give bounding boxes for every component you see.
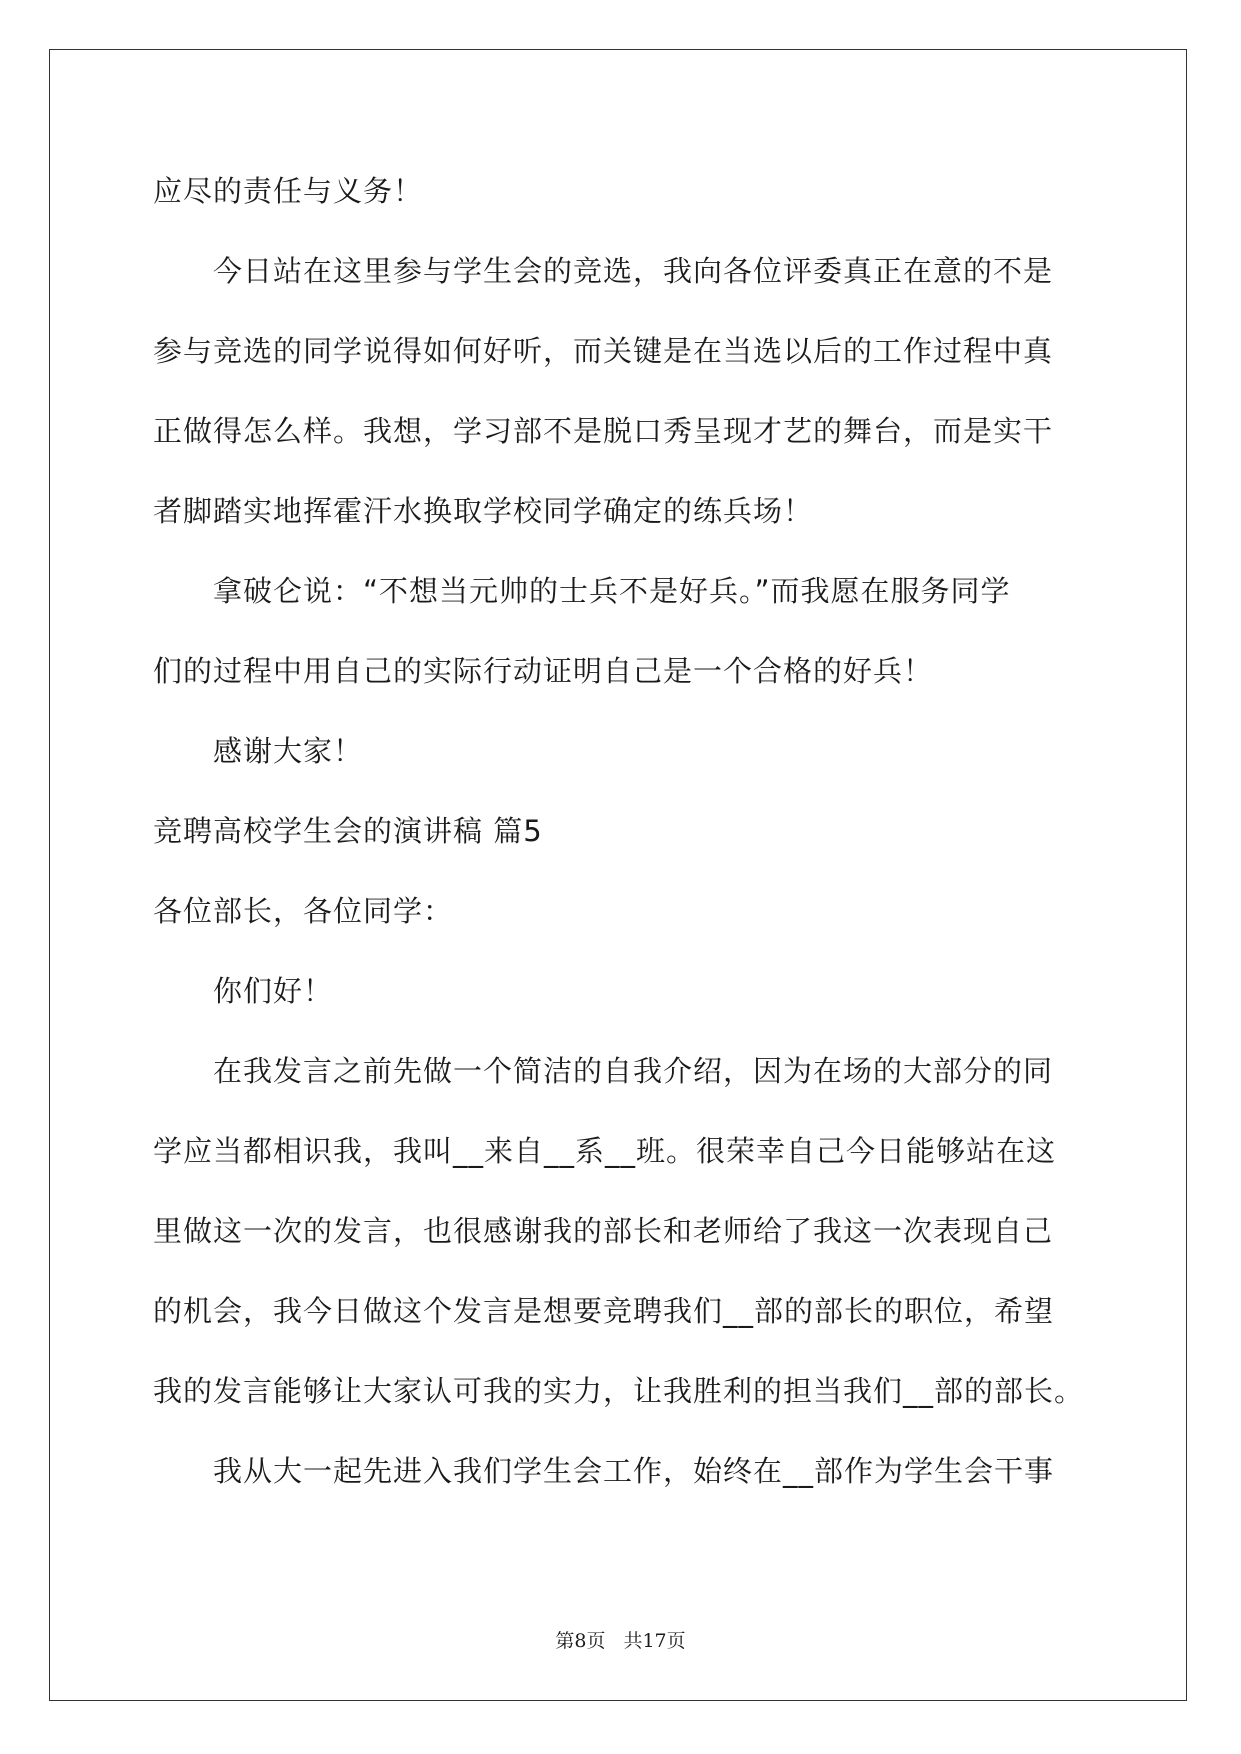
salutation-line: 各位部长，各位同学： [153, 894, 454, 928]
paragraph-start-line: 感谢大家！ [213, 734, 364, 768]
text-line: 的机会，我今日做这个发言是想要竞聘我们__部的部长的职位，希望 [153, 1294, 1055, 1328]
section-heading: 竞聘高校学生会的演讲稿 篇5 [153, 814, 543, 848]
paragraph-start-line: 今日站在这里参与学生会的竞选，我向各位评委真正在意的不是 [213, 254, 1054, 288]
paragraph-start-line: 你们好！ [213, 974, 334, 1008]
text-line: 正做得怎么样。我想，学习部不是脱口秀呈现才艺的舞台，而是实干 [153, 414, 1054, 448]
page-number: 第8页 [555, 1630, 606, 1652]
text-line: 者脚踏实地挥霍汗水换取学校同学确定的练兵场！ [153, 494, 814, 528]
paragraph-start-line: 拿破仑说：“不想当元帅的士兵不是好兵。”而我愿在服务同学 [213, 574, 1011, 608]
paragraph-start-line: 我从大一起先进入我们学生会工作，始终在__部作为学生会干事 [213, 1454, 1055, 1488]
page-footer [0, 1628, 1241, 1654]
text-line: 学应当都相识我，我叫__来自__系__班。很荣幸自己今日能够站在这 [153, 1134, 1057, 1168]
text-line: 我的发言能够让大家认可我的实力，让我胜利的担当我们__部的部长。 [153, 1374, 1085, 1408]
text-line: 参与竞选的同学说得如何好听，而关键是在当选以后的工作过程中真 [153, 334, 1054, 368]
text-line: 们的过程中用自己的实际行动证明自己是一个合格的好兵！ [153, 654, 934, 688]
page-total: 共17页 [623, 1630, 686, 1652]
text-line: 里做这一次的发言，也很感谢我的部长和老师给了我这一次表现自己 [153, 1214, 1054, 1248]
text-line: 应尽的责任与义务！ [153, 174, 424, 208]
paragraph-start-line: 在我发言之前先做一个简洁的自我介绍，因为在场的大部分的同 [213, 1054, 1054, 1088]
